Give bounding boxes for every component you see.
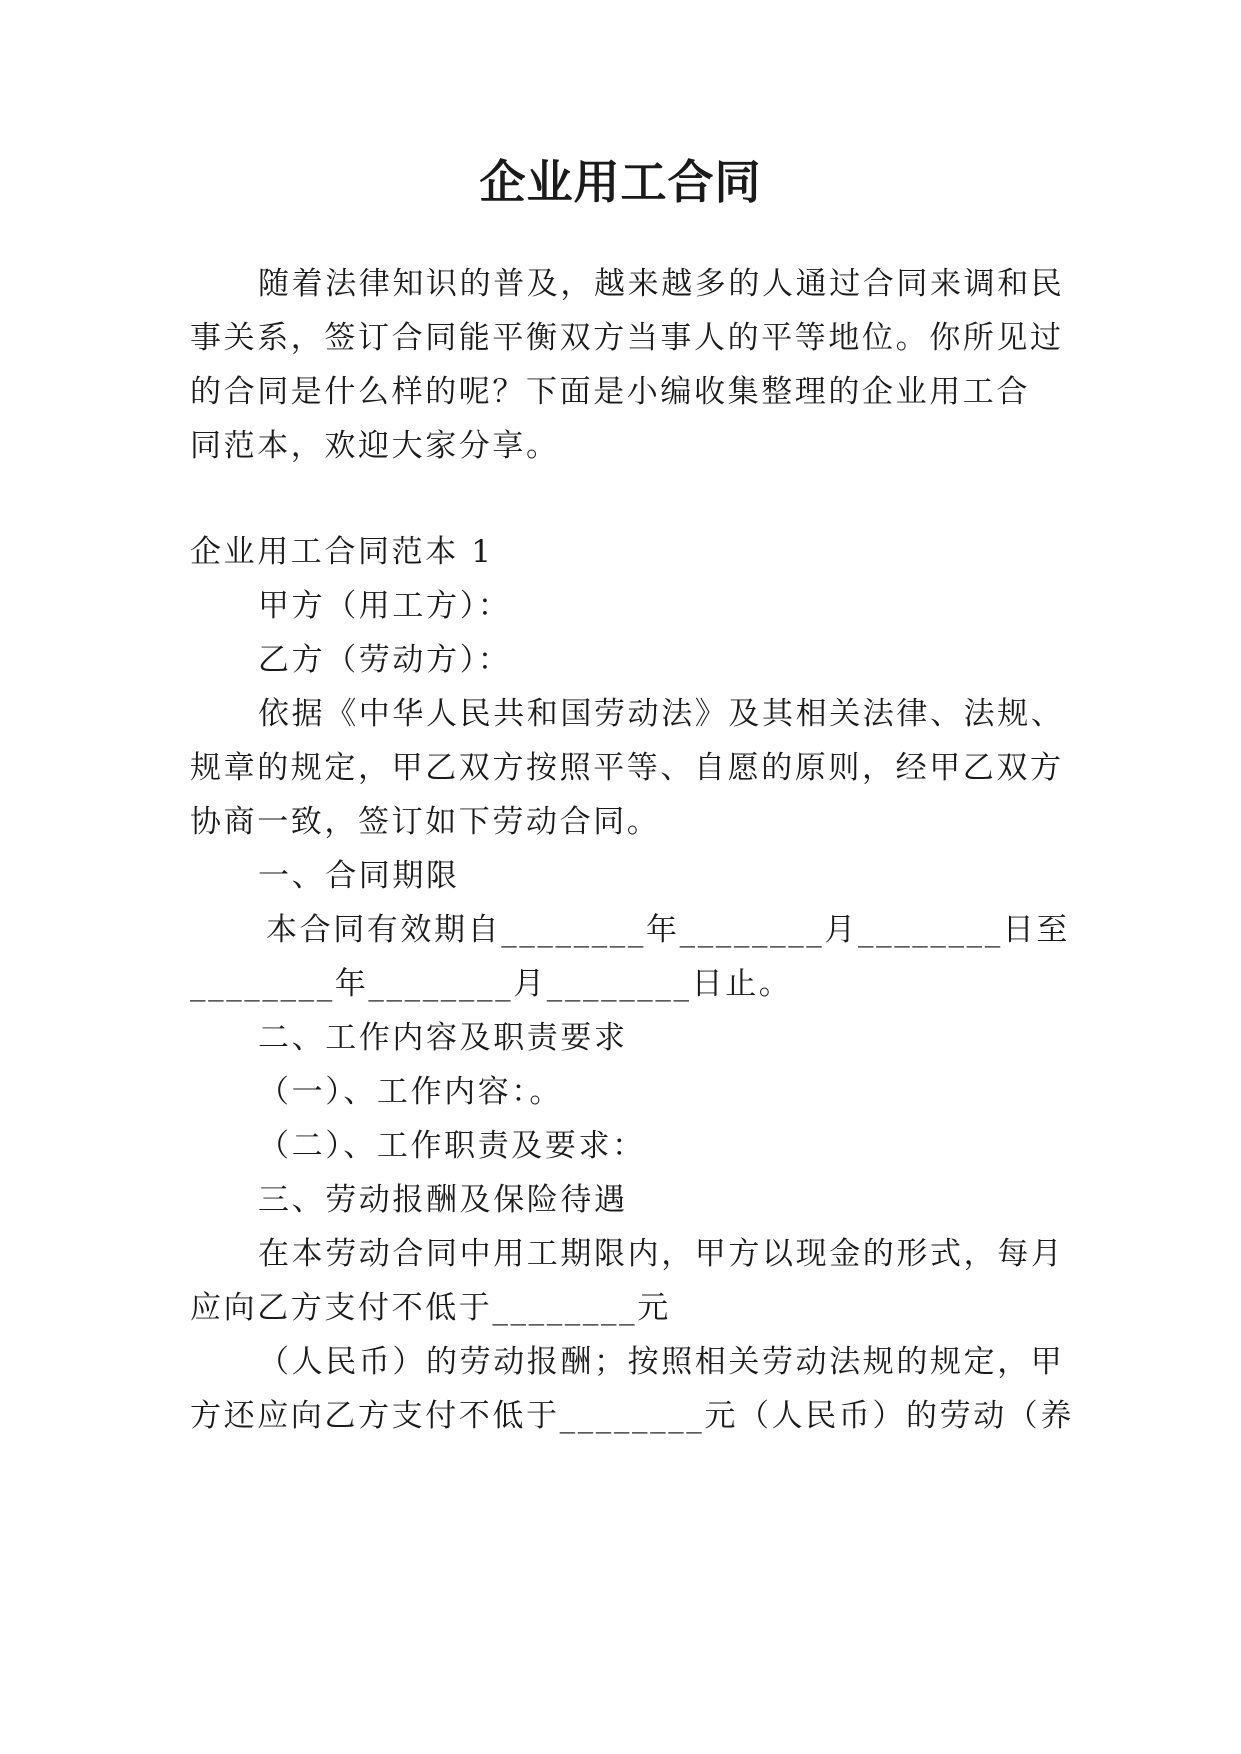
insurance-line-1: （人民币）的劳动报酬；按照相关劳动法规的规定，甲 xyxy=(258,1344,1065,1380)
basis-line-2: 规章的规定，甲乙双方按照平等、自愿的原则，经甲乙双方 xyxy=(190,750,1064,786)
section-2-item-1: （一）、工作内容：。 xyxy=(258,1074,563,1110)
insurance-line-2: 方还应向乙方支付不低于________元（人民币）的劳动（养 xyxy=(190,1398,1074,1434)
intro-line-3: 的合同是什么样的呢？下面是小编收集整理的企业用工合 xyxy=(190,374,1030,410)
party-a-label: 甲方（用工方）： xyxy=(258,588,512,624)
section-3-title: 三、劳动报酬及保险待遇 xyxy=(258,1182,628,1218)
intro-line-1: 随着法律知识的普及，越来越多的人通过合同来调和民 xyxy=(258,266,1065,302)
intro-line-4: 同范本，欢迎大家分享。 xyxy=(190,428,560,464)
section-2-item-2: （二）、工作职责及要求： xyxy=(258,1128,646,1164)
pay-line-1: 在本劳动合同中用工期限内，甲方以现金的形式，每月 xyxy=(258,1236,1065,1272)
term-line-2: ________年________月________日止。 xyxy=(190,966,793,1002)
section-2-title: 二、工作内容及职责要求 xyxy=(258,1020,628,1056)
document-title: 企业用工合同 xyxy=(479,155,762,209)
term-line-1: 本合同有效期自________年________月________日至 xyxy=(266,912,1070,948)
party-b-label: 乙方（劳动方）： xyxy=(258,642,512,678)
pay-line-2: 应向乙方支付不低于________元 xyxy=(190,1290,671,1326)
intro-line-2: 事关系，签订合同能平衡双方当事人的平等地位。你所见过 xyxy=(190,320,1064,356)
section-1-title: 一、合同期限 xyxy=(258,858,460,894)
sample-heading: 企业用工合同范本 1 xyxy=(190,534,494,570)
basis-line-1: 依据《中华人民共和国劳动法》及其相关法律、法规、 xyxy=(258,696,1065,732)
basis-line-3: 协商一致，签订如下劳动合同。 xyxy=(190,804,661,840)
